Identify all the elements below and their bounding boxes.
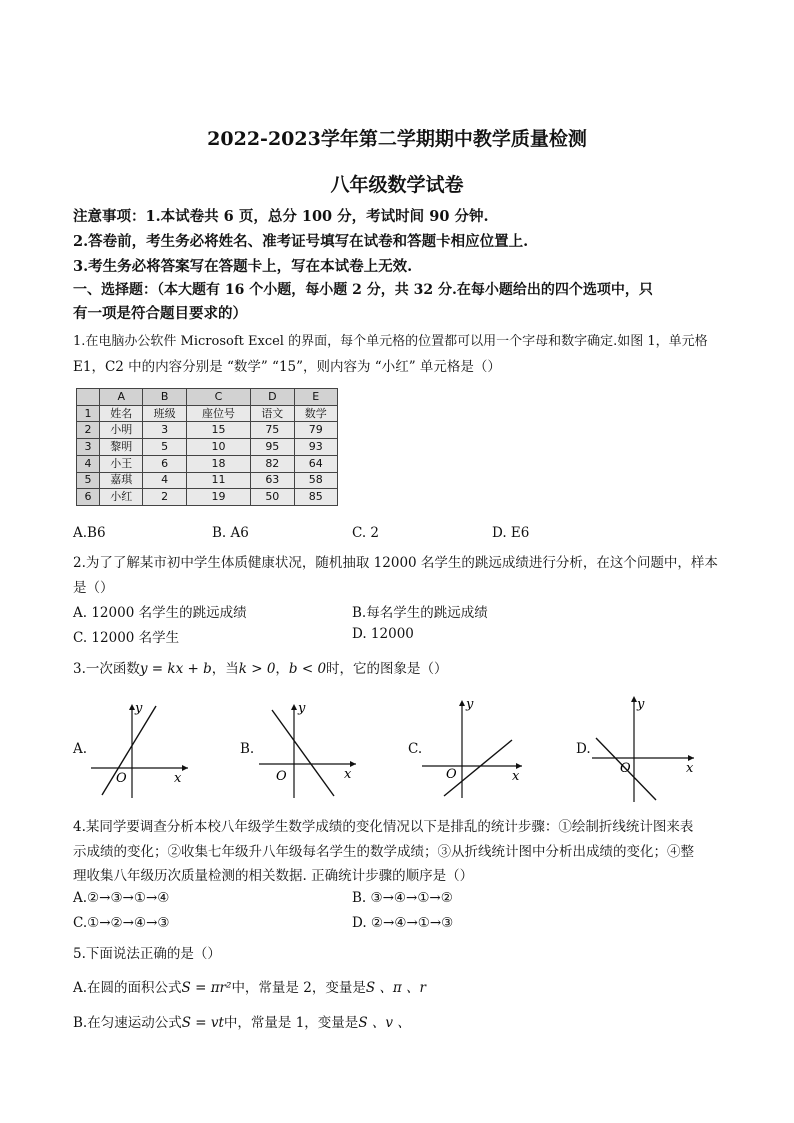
q2-option-c: C. 12000 名学生 [73, 630, 180, 646]
x-axis-label: x [174, 771, 182, 786]
y-axis-label: y [298, 701, 306, 716]
q4-option-c: C.①→②→④→③ [73, 915, 170, 931]
page-title: 2022-2023学年第二学期期中教学质量检测 [207, 128, 587, 150]
q3-graph-c [420, 696, 530, 800]
excel-row [77, 472, 338, 489]
excel-cell: 58 [294, 472, 337, 489]
excel-row [77, 455, 338, 472]
q4-stem-line-1: 4.某同学要调查分析本校八年级学生数学成绩的变化情况以下是排乱的统计步骤：①绘制折线统计图来表 [73, 819, 694, 835]
excel-cell: 班级 [143, 405, 186, 422]
excel-cell: 黎明 [100, 439, 143, 456]
excel-row [77, 422, 338, 439]
q2-stem-line-2: 是（） [73, 580, 114, 596]
excel-cell: 座位号 [186, 405, 250, 422]
origin-label: O [116, 771, 127, 786]
q3-condition-b: b < 0 [288, 661, 327, 677]
q5-option-a [73, 976, 426, 996]
q2-option-b: B.每名学生的跳远成绩 [352, 605, 488, 621]
excel-cell: 15 [186, 422, 250, 439]
y-axis-label: y [637, 697, 645, 712]
q5-option-b-formula: S = vt [181, 1015, 224, 1031]
origin-label: O [446, 767, 457, 782]
q1-option-b: B. A6 [212, 525, 249, 541]
excel-cell: 语文 [251, 405, 294, 422]
q3-option-d-label: D. [576, 741, 591, 757]
excel-cell: 4 [143, 472, 186, 489]
excel-row-header: 2 [77, 422, 100, 439]
excel-figure [76, 388, 338, 506]
x-axis-label: x [686, 761, 694, 776]
excel-row-header: 4 [77, 455, 100, 472]
q5-option-b-middle: 中，常量是 1，变量是 [223, 1015, 359, 1031]
q5-option-b-prefix: B.在匀速运动公式 [73, 1015, 182, 1031]
y-axis-arrow [291, 704, 297, 710]
excel-cell: 11 [186, 472, 250, 489]
q3-graph-a [86, 700, 196, 800]
q5-option-a-middle: 中，常量是 2，变量是 [231, 980, 366, 996]
x-axis-label: x [344, 767, 352, 782]
q2-option-a: A. 12000 名学生的跳远成绩 [73, 605, 247, 621]
excel-cell: 95 [251, 439, 294, 456]
excel-row-header: 6 [77, 489, 100, 506]
q2-stem-line-1: 2.为了了解某市初中学生体质健康状况，随机抽取 12000 名学生的跳远成绩进行分析，在这个问题中，样本 [73, 555, 718, 571]
q5-stem: 5.下面说法正确的是（） [73, 946, 221, 962]
excel-cell: 数学 [294, 405, 337, 422]
excel-row [77, 405, 338, 422]
q3-graph-d [590, 692, 700, 804]
q3-stem-mid: ，当 [211, 661, 239, 677]
excel-col-header: A [100, 389, 143, 406]
excel-cell: 姓名 [100, 405, 143, 422]
q1-stem-line-2: E1，C2 中的内容分别是 “数学” “15”，则内容为 “小红” 单元格是（） [73, 359, 501, 375]
excel-cell: 2 [143, 489, 186, 506]
excel-row-header: 3 [77, 439, 100, 456]
excel-row-header: 5 [77, 472, 100, 489]
section-heading-line-1: 一、选择题：（本大题有 16 个小题，每小题 2 分，共 32 分.在每小题给出的四个选项中，只 [73, 282, 653, 298]
q5-option-b-variables: S 、v 、 [358, 1015, 411, 1031]
q3-option-a-label: A. [73, 741, 88, 757]
excel-cell: 6 [143, 455, 186, 472]
q3-option-b-label: B. [240, 741, 255, 757]
excel-cell: 嘉琪 [100, 472, 143, 489]
y-axis-arrow [459, 700, 465, 706]
excel-cell: 85 [294, 489, 337, 506]
q3-formula: y = kx + b [139, 661, 212, 677]
excel-col-header: B [143, 389, 186, 406]
excel-table [76, 388, 338, 506]
excel-cell: 93 [294, 439, 337, 456]
excel-cell: 50 [251, 489, 294, 506]
excel-cell: 小明 [100, 422, 143, 439]
q5-option-a-variables: S 、π 、r [365, 980, 426, 996]
excel-cell: 75 [251, 422, 294, 439]
q1-option-a: A.B6 [73, 525, 106, 541]
q4-stem-line-3: 理收集八年级历次质量检测的相关数据. 正确统计步骤的顺序是（） [73, 868, 474, 884]
notes-line-2: 2.答卷前，考生务必将姓名、准考证号填写在试卷和答题卡相应位置上. [73, 233, 529, 250]
q5-option-a-formula: S = πr² [181, 980, 232, 996]
excel-col-header: D [251, 389, 294, 406]
excel-header-row [77, 389, 338, 406]
excel-cell: 19 [186, 489, 250, 506]
excel-row [77, 489, 338, 506]
q1-option-c: C. 2 [352, 525, 380, 541]
section-heading-line-2: 有一项是符合题目要求的） [73, 305, 247, 322]
excel-cell: 64 [294, 455, 337, 472]
y-axis-label: y [466, 697, 474, 712]
page-subtitle: 八年级数学试卷 [330, 174, 464, 196]
q5-option-a-prefix: A.在圆的面积公式 [73, 980, 182, 996]
excel-row [77, 439, 338, 456]
excel-col-header: C [186, 389, 250, 406]
q3-stem [73, 657, 448, 677]
origin-label: O [620, 761, 631, 776]
q3-condition-k: k > 0 [238, 661, 276, 677]
q3-stem-suffix: 时，它的图象是（） [326, 661, 448, 677]
origin-label: O [276, 769, 287, 784]
excel-corner-cell [77, 389, 100, 406]
notes-line-1: 注意事项：1.本试卷共 6 页，总分 100 分，考试时间 90 分钟. [73, 208, 489, 225]
q4-option-d: D. ②→④→①→③ [352, 915, 454, 931]
excel-cell: 79 [294, 422, 337, 439]
q4-option-a: A.②→③→①→④ [73, 890, 170, 906]
y-axis-label: y [135, 701, 143, 716]
q3-option-c-label: C. [408, 741, 423, 757]
q2-option-d: D. 12000 [352, 626, 414, 642]
excel-cell: 3 [143, 422, 186, 439]
excel-cell: 5 [143, 439, 186, 456]
x-axis-arrow [182, 765, 188, 771]
excel-row-header: 1 [77, 405, 100, 422]
q4-stem-line-2: 示成绩的变化；②收集七年级升八年级每名学生的数学成绩；③从折线统计图中分析出成绩的变化；④整 [73, 844, 694, 860]
excel-col-header: E [294, 389, 337, 406]
q3-stem-sep: ， [275, 661, 289, 677]
function-line [102, 706, 156, 795]
excel-cell: 18 [186, 455, 250, 472]
notes-line-3: 3.考生务必将答案写在答题卡上，写在本试卷上无效. [73, 258, 413, 275]
q1-stem-line-1: 1.在电脑办公软件 Microsoft Excel 的界面，每个单元格的位置都可以用一个字母和数字确定.如图 1，单元格 [73, 334, 708, 349]
excel-cell: 82 [251, 455, 294, 472]
excel-cell: 63 [251, 472, 294, 489]
q1-option-d: D. E6 [492, 525, 530, 541]
q5-option-b [73, 1011, 411, 1031]
q3-stem-prefix: 3.一次函数 [73, 661, 140, 677]
excel-cell: 10 [186, 439, 250, 456]
excel-cell: 小王 [100, 455, 143, 472]
x-axis-label: x [512, 769, 520, 784]
q3-graph-b [254, 700, 364, 800]
q4-option-b: B. ③→④→①→② [352, 890, 453, 906]
excel-cell: 小红 [100, 489, 143, 506]
